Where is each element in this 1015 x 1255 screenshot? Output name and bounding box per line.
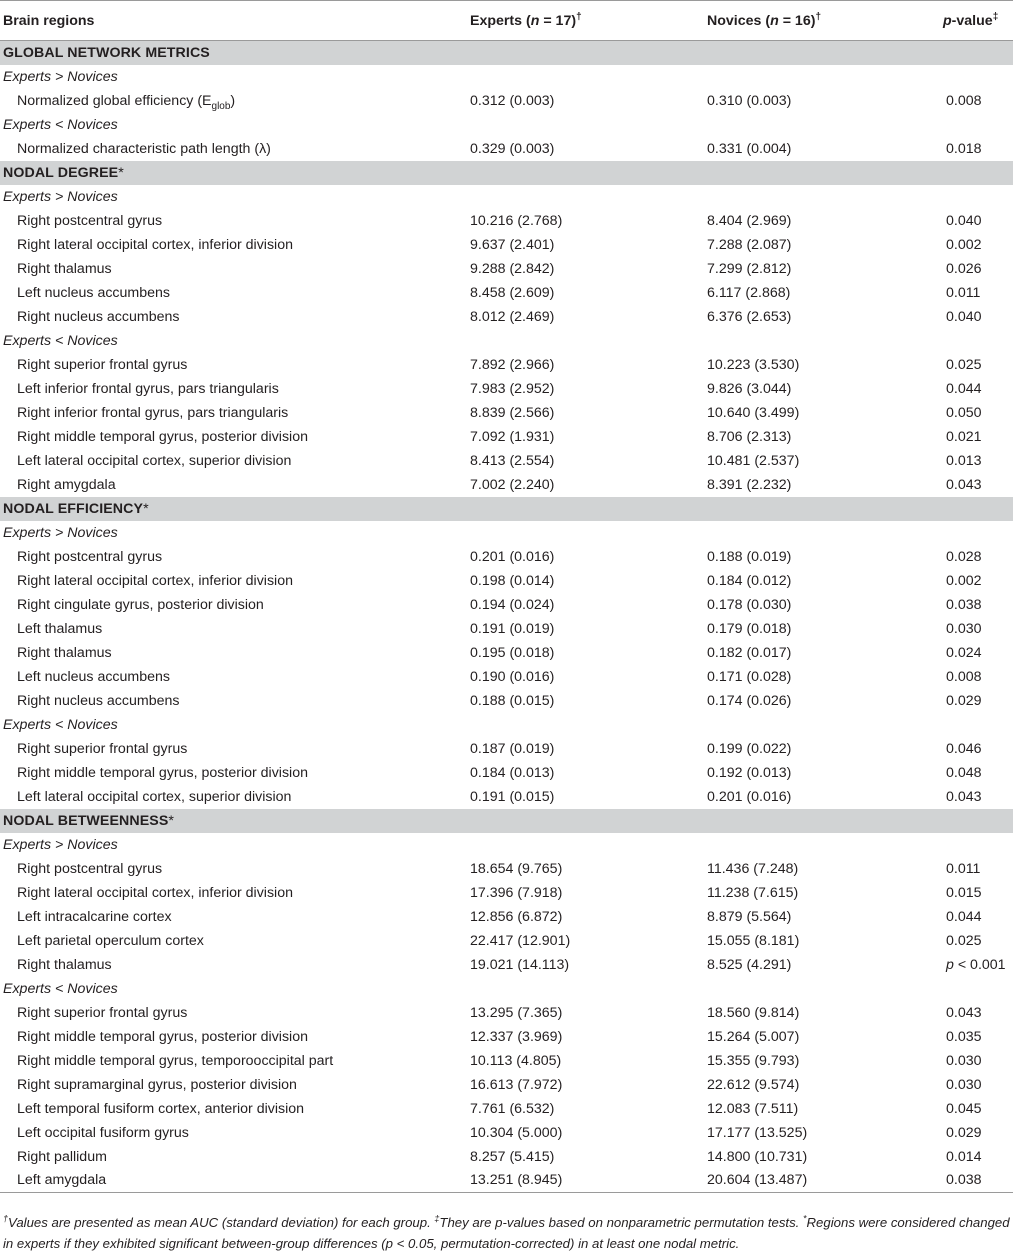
- table-row: [0, 1001, 1013, 1025]
- p-value: 0.008: [946, 668, 982, 685]
- region-name: Right cingulate gyrus, posterior division: [17, 596, 264, 613]
- experts-value: 0.184 (0.013): [470, 764, 555, 781]
- section-header-row: [0, 161, 1013, 185]
- p-value: 0.026: [946, 260, 982, 277]
- table-row: [0, 473, 1013, 497]
- table-row: [0, 689, 1013, 713]
- table-footnote: †Values are presented as mean AUC (standard deviation) for each group. ‡They are p-values based on nonparametric permutation tests. *Regions were considered changed in experts if they exhibited significant between-group differences (p < 0.05, permutation-corrected) in at least one nodal metric.: [3, 1213, 1010, 1251]
- section-title-text: NODAL DEGREE: [3, 164, 119, 181]
- novices-value: 7.288 (2.087): [707, 236, 792, 253]
- experts-value: 0.194 (0.024): [470, 596, 555, 613]
- region-name: Left parietal operculum cortex: [17, 932, 204, 949]
- novices-value: 10.223 (3.530): [707, 356, 800, 373]
- section-title-text: NODAL EFFICIENCY: [3, 500, 144, 517]
- group-label: Experts < Novices: [3, 716, 118, 733]
- table-row: [0, 401, 1013, 425]
- p-value: 0.040: [946, 308, 982, 325]
- region-name: Left occipital fusiform gyrus: [17, 1124, 189, 1141]
- region-name: Right supramarginal gyrus, posterior division: [17, 1076, 297, 1093]
- table-row: [0, 377, 1013, 401]
- table-row: [0, 449, 1013, 473]
- region-name: Right middle temporal gyrus, posterior division: [17, 428, 308, 445]
- novices-value: 15.055 (8.181): [707, 932, 800, 949]
- table-row: [0, 545, 1013, 569]
- p-value: 0.035: [946, 1028, 982, 1045]
- novices-value: 8.391 (2.232): [707, 476, 792, 493]
- novices-value: 0.184 (0.012): [707, 572, 792, 589]
- region-name: Right middle temporal gyrus, temporooccipital part: [17, 1052, 334, 1069]
- group-label-row: [0, 329, 1013, 353]
- novices-value: 15.264 (5.007): [707, 1028, 800, 1045]
- novices-value: 10.640 (3.499): [707, 404, 800, 421]
- p-value: 0.043: [946, 788, 982, 805]
- experts-value: 9.288 (2.842): [470, 260, 555, 277]
- region-name: Right thalamus: [17, 956, 112, 973]
- group-label-row: [0, 713, 1013, 737]
- region-name: Right postcentral gyrus: [17, 860, 163, 877]
- region-name: Right lateral occipital cortex, inferior division: [17, 572, 293, 589]
- p-value: 0.038: [946, 596, 982, 613]
- p-value: 0.043: [946, 1004, 982, 1021]
- table-body: [0, 41, 1013, 1193]
- p-value: 0.021: [946, 428, 982, 445]
- experts-value: 10.113 (4.805): [470, 1052, 562, 1069]
- p-value: 0.025: [946, 356, 982, 373]
- table-row: [0, 857, 1013, 881]
- experts-value: 0.188 (0.015): [470, 692, 555, 709]
- experts-value: 0.329 (0.003): [470, 140, 555, 157]
- experts-value: 16.613 (7.972): [470, 1076, 563, 1093]
- experts-value: 0.187 (0.019): [470, 740, 555, 757]
- table-row: [0, 353, 1013, 377]
- p-value: 0.030: [946, 1076, 982, 1093]
- group-label-row: [0, 185, 1013, 209]
- experts-value: 10.304 (5.000): [470, 1124, 563, 1141]
- table-row: [0, 233, 1013, 257]
- experts-value: 9.637 (2.401): [470, 236, 555, 253]
- p-value: 0.013: [946, 452, 982, 469]
- novices-value: 0.182 (0.017): [707, 644, 792, 661]
- p-value: 0.002: [946, 572, 982, 589]
- region-name: Left temporal fusiform cortex, anterior division: [17, 1100, 305, 1117]
- p-value: 0.018: [946, 140, 982, 157]
- table-row: [0, 209, 1013, 233]
- region-name: Left thalamus: [17, 620, 103, 637]
- p-value: 0.014: [946, 1148, 982, 1165]
- table-row: [0, 881, 1013, 905]
- experts-value: 17.396 (7.918): [470, 884, 563, 901]
- p-value: 0.040: [946, 212, 982, 229]
- region-name: Right postcentral gyrus: [17, 212, 163, 229]
- p-value: 0.045: [946, 1100, 982, 1117]
- section-title-text: GLOBAL NETWORK METRICS: [3, 44, 210, 61]
- region-name: Right superior frontal gyrus: [17, 1004, 188, 1021]
- group-label-row: [0, 113, 1013, 137]
- novices-value: 12.083 (7.511): [707, 1100, 799, 1117]
- table-row: [0, 737, 1013, 761]
- experts-value: 7.983 (2.952): [470, 380, 555, 397]
- section-title: [0, 161, 1013, 185]
- region-name: Left intracalcarine cortex: [17, 908, 172, 925]
- p-value: 0.029: [946, 692, 982, 709]
- p-value: 0.024: [946, 644, 982, 661]
- table-row: [0, 593, 1013, 617]
- experts-value: 7.892 (2.966): [470, 356, 555, 373]
- novices-value: 18.560 (9.814): [707, 1004, 800, 1021]
- table-row: [0, 257, 1013, 281]
- region-name: Right amygdala: [17, 476, 116, 493]
- section-header-row: [0, 809, 1013, 833]
- region-name: Right lateral occipital cortex, inferior division: [17, 884, 293, 901]
- region-name: Normalized global efficiency $(E_{glob})$: [17, 92, 236, 112]
- group-label: Experts < Novices: [3, 116, 118, 133]
- region-name: Right inferior frontal gyrus, pars triangularis: [17, 404, 289, 421]
- section-star-mark: *: [143, 500, 149, 517]
- region-name: Right pallidum: [17, 1148, 107, 1165]
- novices-value: 0.192 (0.013): [707, 764, 792, 781]
- p-value: 0.028: [946, 548, 982, 565]
- novices-value: 9.826 (3.044): [707, 380, 792, 397]
- p-value: 0.029: [946, 1124, 982, 1141]
- section-title: [0, 809, 1013, 833]
- novices-value: 22.612 (9.574): [707, 1076, 800, 1093]
- experts-value: 13.251 (8.945): [466, 1169, 703, 1193]
- p-value: 0.050: [946, 404, 982, 421]
- section-title: [0, 497, 1013, 521]
- region-name: Left nucleus accumbens: [17, 668, 171, 685]
- group-label-row: [0, 833, 1013, 857]
- region-name: Right nucleus accumbens: [17, 308, 180, 325]
- p-value: 0.030: [946, 620, 982, 637]
- novices-value: 20.604 (13.487): [703, 1169, 943, 1193]
- novices-value: 8.525 (4.291): [707, 956, 792, 973]
- region-name: Right nucleus accumbens: [17, 692, 180, 709]
- table-row: [0, 1145, 1013, 1169]
- novices-value: 0.201 (0.016): [707, 788, 792, 805]
- header-p-value: p-value‡: [943, 1, 1013, 41]
- p-value: 0.015: [946, 884, 982, 901]
- table-row: [0, 905, 1013, 929]
- experts-value: 19.021 (14.113): [470, 956, 570, 973]
- group-label: Experts < Novices: [3, 980, 118, 997]
- novices-value: 0.171 (0.028): [707, 668, 792, 685]
- experts-value: 8.458 (2.609): [470, 284, 555, 301]
- region-name: Right thalamus: [17, 260, 112, 277]
- experts-value: 8.012 (2.469): [470, 308, 555, 325]
- p-value: 0.044: [946, 380, 982, 397]
- region-name: Right middle temporal gyrus, posterior division: [17, 764, 308, 781]
- region-name: Left lateral occipital cortex, superior division: [17, 452, 292, 469]
- novices-value: 8.706 (2.313): [707, 428, 792, 445]
- table-row: [0, 1049, 1013, 1073]
- novices-value: 11.238 (7.615): [707, 884, 799, 901]
- region-name: Right postcentral gyrus: [17, 548, 163, 565]
- region-name: Right superior frontal gyrus: [17, 740, 188, 757]
- table-row: [0, 1025, 1013, 1049]
- header-novices: Novices (n = 16)†: [703, 1, 943, 41]
- experts-value: 13.295 (7.365): [470, 1004, 563, 1021]
- experts-value: 0.312 (0.003): [470, 92, 555, 109]
- region-name: Left lateral occipital cortex, superior division: [17, 788, 292, 805]
- novices-value: 8.404 (2.969): [707, 212, 792, 229]
- novices-value: 0.331 (0.004): [707, 140, 792, 157]
- p-value: p < 0.001: [946, 956, 1006, 973]
- table-row: [0, 665, 1013, 689]
- region-name: Left amygdala: [0, 1169, 466, 1193]
- novices-value: 15.355 (9.793): [707, 1052, 800, 1069]
- header-brain-regions: Brain regions: [0, 1, 466, 41]
- experts-value: 8.257 (5.415): [470, 1148, 555, 1165]
- group-label-row: [0, 65, 1013, 89]
- table-row: [0, 305, 1013, 329]
- table-row: [0, 1097, 1013, 1121]
- group-label: Experts > Novices: [3, 68, 118, 85]
- experts-value: 0.191 (0.019): [470, 620, 555, 637]
- p-value: 0.002: [946, 236, 982, 253]
- experts-value: 0.190 (0.016): [470, 668, 555, 685]
- table-row: [0, 1121, 1013, 1145]
- experts-value: 7.092 (1.931): [470, 428, 555, 445]
- novices-value: 7.299 (2.812): [707, 260, 792, 277]
- table-row: [0, 761, 1013, 785]
- table-row: [0, 1169, 1013, 1193]
- table-row: [0, 569, 1013, 593]
- p-value: 0.038: [943, 1169, 1013, 1193]
- table-row: [0, 425, 1013, 449]
- p-value: 0.043: [946, 476, 982, 493]
- novices-value: 0.310 (0.003): [707, 92, 792, 109]
- table-row: [0, 89, 1013, 113]
- experts-value: 0.201 (0.016): [470, 548, 555, 565]
- novices-value: 0.188 (0.019): [707, 548, 792, 565]
- group-label: Experts > Novices: [3, 836, 118, 853]
- table-row: [0, 953, 1013, 977]
- novices-value: 17.177 (13.525): [707, 1124, 808, 1141]
- section-header-row: [0, 497, 1013, 521]
- experts-value: 0.198 (0.014): [470, 572, 555, 589]
- table-row: [0, 641, 1013, 665]
- novices-value: 0.199 (0.022): [707, 740, 792, 757]
- experts-value: 22.417 (12.901): [470, 932, 571, 949]
- novices-value: 6.376 (2.653): [707, 308, 792, 325]
- novices-value: 0.174 (0.026): [707, 692, 792, 709]
- region-name: Right middle temporal gyrus, posterior division: [17, 1028, 308, 1045]
- section-header-row: [0, 41, 1013, 65]
- group-label: Experts > Novices: [3, 188, 118, 205]
- section-title: [0, 41, 1013, 65]
- region-name: Left nucleus accumbens: [17, 284, 171, 301]
- novices-value: 6.117 (2.868): [707, 284, 791, 301]
- p-value: 0.011: [946, 284, 981, 301]
- experts-value: 0.191 (0.015): [470, 788, 555, 805]
- p-value: 0.046: [946, 740, 982, 757]
- experts-value: 7.761 (6.532): [470, 1100, 555, 1117]
- novices-value: 8.879 (5.564): [707, 908, 792, 925]
- group-label: Experts > Novices: [3, 524, 118, 541]
- table-row: [0, 785, 1013, 809]
- section-star-mark: *: [118, 164, 124, 181]
- experts-value: 8.839 (2.566): [470, 404, 555, 421]
- region-name: Right thalamus: [17, 644, 112, 661]
- p-value: 0.011: [946, 860, 981, 877]
- table-row: [0, 617, 1013, 641]
- table-row: [0, 1073, 1013, 1097]
- header-row: [0, 1, 1013, 41]
- experts-value: 7.002 (2.240): [470, 476, 555, 493]
- p-value: 0.048: [946, 764, 982, 781]
- p-value: 0.025: [946, 932, 982, 949]
- group-label-row: [0, 521, 1013, 545]
- header-experts: Experts (n = 17)†: [466, 1, 703, 41]
- p-value: 0.044: [946, 908, 982, 925]
- group-label: Experts < Novices: [3, 332, 118, 349]
- experts-value: 12.856 (6.872): [470, 908, 563, 925]
- novices-value: 10.481 (2.537): [707, 452, 800, 469]
- p-value: 0.030: [946, 1052, 982, 1069]
- p-value: 0.008: [946, 92, 982, 109]
- table-row: [0, 137, 1013, 161]
- section-star-mark: *: [168, 812, 175, 829]
- region-name: Normalized characteristic path length (λ): [17, 140, 271, 157]
- novices-value: 0.178 (0.030): [707, 596, 792, 613]
- region-name: Left inferior frontal gyrus, pars triangularis: [17, 380, 279, 397]
- experts-value: 8.413 (2.554): [470, 452, 555, 469]
- experts-value: 18.654 (9.765): [470, 860, 563, 877]
- region-name: Right superior frontal gyrus: [17, 356, 188, 373]
- experts-value: 10.216 (2.768): [470, 212, 563, 229]
- group-label-row: [0, 977, 1013, 1001]
- table-row: [0, 929, 1013, 953]
- experts-value: 0.195 (0.018): [470, 644, 555, 661]
- novices-value: 14.800 (10.731): [707, 1148, 808, 1165]
- region-name: Right lateral occipital cortex, inferior division: [17, 236, 293, 253]
- section-title-text: NODAL BETWEENNESS: [3, 812, 169, 829]
- novices-value: 11.436 (7.248): [707, 860, 799, 877]
- experts-value: 12.337 (3.969): [470, 1028, 563, 1045]
- table-row: [0, 281, 1013, 305]
- novices-value: 0.179 (0.018): [707, 620, 792, 637]
